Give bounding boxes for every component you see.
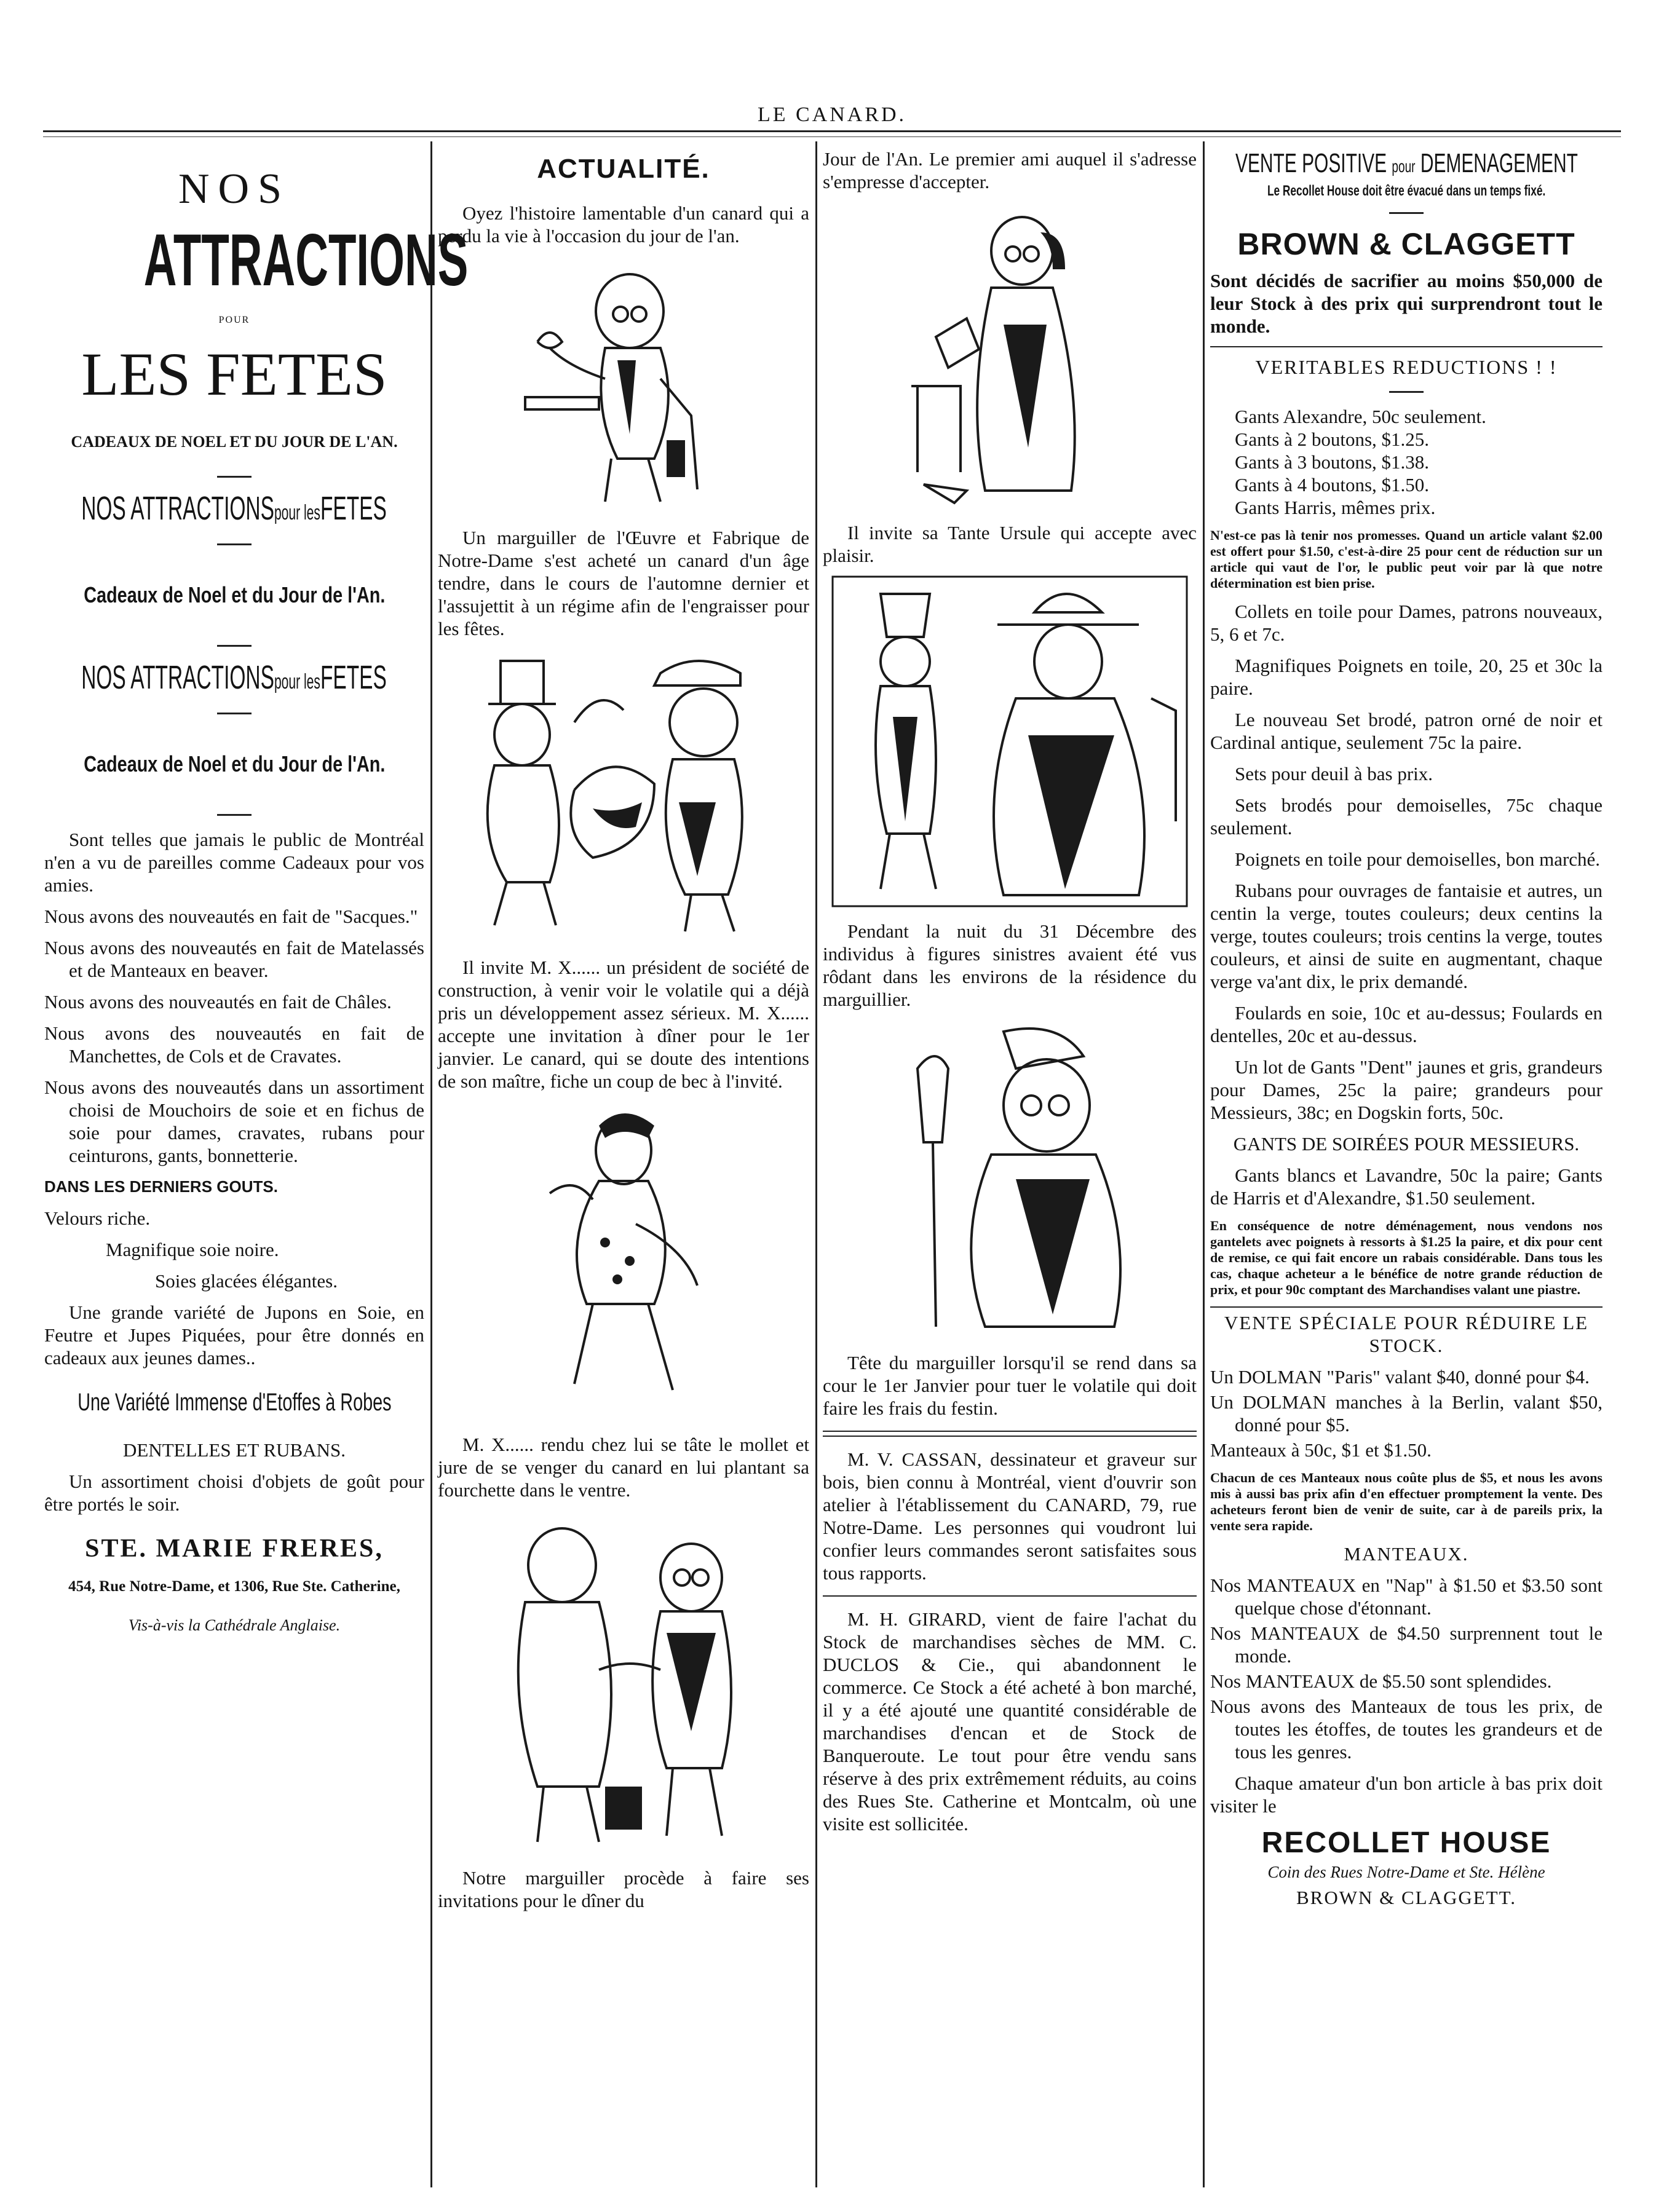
price-line: Manteaux à 50c, $1 et $1.50.: [1210, 1439, 1432, 1461]
advertisement-ste-marie: [44, 148, 469, 2187]
ad-signature: STE. MARIE FRERES,: [85, 1535, 384, 1563]
price-line: Un DOLMAN "Paris" valant $40, donné pour $4.: [1210, 1366, 1590, 1388]
running-head: LE CANARD.: [757, 103, 907, 126]
short-rule: [1389, 212, 1424, 214]
article-paragraph: Notre marguiller procède à faire ses invitations pour le dîner du: [438, 1867, 809, 1911]
engraving-man-bitten: [513, 1101, 734, 1421]
ad-recollet-house: RECOLLET HOUSE: [1261, 1827, 1551, 1859]
ad-variete: Une Variété Immense d'Etoffes à Robes: [77, 1389, 392, 1416]
ad-jupons: Une grande variété de Jupons en Soie, en Feutre et Jupes Piquées, pour être donnés en cadeaux aux jeunes dames..: [44, 1302, 424, 1369]
column-rule: [1203, 141, 1205, 2187]
price-line: Gants Alexandre, 50c seulement.: [1235, 406, 1486, 427]
top-rule: [43, 130, 1621, 132]
short-rule: [217, 645, 252, 647]
ad-soie-noire: Magnifique soie noire.: [106, 1239, 279, 1260]
section-divider: [1210, 346, 1603, 347]
short-rule: [217, 814, 252, 816]
ad-soies-glacees: Soies glacées élégantes.: [155, 1270, 338, 1292]
ad-pour: POUR: [218, 315, 250, 325]
ad-item: Nous avons des nouveautés en fait de "Sacques.": [44, 906, 418, 927]
price-line: Poignets en toile pour demoiselles, bon marché.: [1235, 848, 1601, 870]
column-rule: [815, 141, 817, 2187]
section-divider: [823, 1431, 1197, 1432]
engraving-invitation: [482, 1510, 765, 1854]
short-rule: [1389, 391, 1424, 393]
ad-note: Chacun de ces Manteaux nous coûte plus de $5, et nous les avons mis à aussi bas prix afin d'en effectuer promptement la vente. Des acheteurs feront bien de venir de suite, car à de pareils prix, la vente sera rapide.: [1210, 1470, 1603, 1533]
ad-item: Nous avons des nouveautés en fait de Châles.: [44, 991, 392, 1013]
short-rule: [217, 476, 252, 478]
price-line: Nos MANTEAUX de $4.50 surprennent tout le monde.: [1210, 1622, 1603, 1667]
article-paragraph: M. X...... rendu chez lui se tâte le mollet et jure de se venger du canard en lui plantant sa fourchette dans le ventre.: [438, 1434, 809, 1501]
column-rule: [430, 141, 432, 2187]
actualite-continued: [823, 148, 1197, 2187]
actualite-article: [438, 148, 809, 2187]
ad-note: N'est-ce pas là tenir nos promesses. Quand un article valant $2.00 est offert pour $1.50, c'est-à-dire 25 pour cent de réduction sur un article qui vaut de l'or, le public peut voir par là que notre détermination est bien prise.: [1210, 527, 1603, 591]
ad-cadeaux-line: Cadeaux de Noel et du Jour de l'An.: [83, 582, 386, 607]
ad-item: Nous avons des nouveautés en fait de Matelassés et de Manteaux en beaver.: [44, 937, 424, 981]
ad-decides: Sont décidés de sacrifier au moins $50,000 de leur Stock à des prix qui surprendront tout le monde.: [1210, 270, 1603, 337]
ad-intro: Sont telles que jamais le public de Montréal n'en a vu de pareilles comme Cadeaux pour vos amies.: [44, 829, 424, 896]
ad-recollet-evacue: Le Recollet House doit être évacué dans un temps fixé.: [1267, 183, 1546, 199]
ad-velours: Velours riche.: [44, 1207, 151, 1229]
advertisement-brown-claggett: [1210, 148, 1603, 2187]
ad-vis-a-vis: Vis-à-vis la Cathédrale Anglaise.: [128, 1616, 341, 1634]
ad-les-fetes: LES FETES: [81, 340, 387, 408]
ad-firm-name: BROWN & CLAGGETT: [1237, 227, 1575, 261]
ad-assortiment: Un assortiment choisi d'objets de goût pour être portés le soir.: [44, 1471, 424, 1515]
price-line: Gants à 2 boutons, $1.25.: [1235, 429, 1430, 450]
ad-nos: NOS: [178, 165, 291, 213]
price-line: Nous avons des Manteaux de tous les prix, de toutes les étoffes, de toutes les grandeurs et de tous les genres.: [1210, 1696, 1603, 1763]
price-line: Sets brodés pour demoiselles, 75c chaque seulement.: [1210, 794, 1603, 839]
engraving-marguiller-feeding-duck: [513, 256, 734, 514]
article-paragraph: Tête du marguiller lorsqu'il se rend dans sa cour le 1er Janvier pour tuer le volatile qui doit faire les frais du festin.: [823, 1352, 1197, 1419]
ad-chaque-amateur: Chaque amateur d'un bon article à bas prix doit visiter le: [1210, 1772, 1603, 1817]
notice-cassan: M. V. CASSAN, dessinateur et graveur sur bois, bien connu à Montréal, vient d'ouvrir son atelier à l'établissement du CANARD, 79, rue Notre-Dame. Les personnes qui voudront lui confier leurs commandes seront satisfaites sous tous rapports.: [823, 1448, 1197, 1584]
article-heading: ACTUALITÉ.: [537, 154, 710, 184]
price-line: Rubans pour ouvrages de fantaisie et autres, un centin la verge, toutes couleurs; deux centins la verge, toutes couleurs; trois centins la verge, toutes couleurs, et ainsi de suite en augmentant, chaque verge va'ant dix, le prix demandé.: [1210, 880, 1603, 992]
ad-address: 454, Rue Notre-Dame, et 1306, Rue Ste. Catherine,: [68, 1578, 400, 1595]
price-line: Collets en toile pour Dames, patrons nouveaux, 5, 6 et 7c.: [1210, 601, 1603, 645]
ad-note: En conséquence de notre déménagement, nous vendons nos gantelets avec poignets à ressorts à $1.25 la paire, et dix pour cent de remise, ce qui fait encore un rabais considérable. Dans tous les cas, chaque acheteur a le bénéfice de notre grande réduction de prix, et pour 90c comptant des Marchandises valant une piastre.: [1210, 1218, 1603, 1297]
price-line: Un lot de Gants "Dent" jaunes et gris, grandeurs pour Dames, 25c la paire; grandeurs pour Messieurs, 38c; en Dogskin forts, 50c.: [1210, 1056, 1603, 1123]
price-line: Gants blancs et Lavandre, 50c la paire; Gants de Harris et d'Alexandre, $1.50 seulement.: [1210, 1164, 1603, 1209]
ad-gants-soirees: GANTS DE SOIRÉES POUR MESSIEURS.: [1233, 1133, 1580, 1155]
ad-cadeaux-line-repeat: Cadeaux de Noel et du Jour de l'An.: [83, 751, 386, 776]
section-divider: [1210, 1306, 1603, 1308]
article-paragraph: Il invite M. X...... un président de société de construction, à venir voir le volatile qui a déjà pris un développement assez sérieux. M. X...... accepte une invitation à dîner pour le 1er janvier. Le canard, qui se doute des intentions de son maître, fiche un coup de bec à l'invité.: [438, 957, 809, 1092]
price-line: Gants à 4 boutons, $1.50.: [1235, 474, 1430, 496]
price-line: Magnifiques Poignets en toile, 20, 25 et 30c la paire.: [1210, 655, 1603, 699]
ad-veritables: VERITABLES REDUCTIONS ! !: [1255, 356, 1558, 378]
price-line: Le nouveau Set brodé, patron orné de noir et Cardinal antique, seulement 75c la paire.: [1210, 709, 1603, 753]
engraving-two-men-and-duck: [451, 649, 796, 944]
article-paragraph: Jour de l'An. Le premier ami auquel il s'adresse s'empresse d'accepter.: [823, 148, 1197, 192]
section-divider: [823, 1595, 1197, 1597]
short-rule: [217, 543, 252, 545]
ad-attractions-headline: ATTRACTIONS: [143, 219, 469, 301]
price-line: Foulards en soie, 10c et au-dessus; Foulards en dentelles, 20c et au-dessus.: [1210, 1002, 1603, 1046]
engraving-sinister-figures: [831, 575, 1188, 907]
price-line: Un DOLMAN manches à la Berlin, valant $50, donné pour $5.: [1210, 1391, 1603, 1436]
article-paragraph: Un marguiller de l'Œuvre et Fabrique de Notre-Dame s'est acheté un canard d'un âge tendre, dans le cours de l'automne dernier et l'assujettit à un régime afin de l'engraisser pour les fêtes.: [438, 527, 809, 639]
notice-girard: M. H. GIRARD, vient de faire l'achat du Stock de marchandises sèches de MM. C. DUCLOS & Cie., qui abandonnent le commerce. Ce Stock a été acheté à bon marché, il y a été ajouté une quantité considérable de marchandises d'encan et de Stock de Banqueroute. Le tout pour être vendu sans réserve à des prix extrêmement réduits, au coins des Rues Ste. Catherine et Montcalm, où une visite est sollicitée.: [823, 1608, 1197, 1835]
ad-dentelles: DENTELLES ET RUBANS.: [123, 1439, 346, 1461]
short-rule: [217, 713, 252, 714]
price-line: Nos MANTEAUX de $5.50 sont splendides.: [1210, 1670, 1552, 1692]
ad-derniers-gouts: DANS LES DERNIERS GOUTS.: [44, 1177, 278, 1196]
ad-firm-end: BROWN & CLAGGETT.: [1296, 1887, 1517, 1908]
price-line: Gants à 3 boutons, $1.38.: [1235, 451, 1430, 473]
section-divider: [823, 1436, 1197, 1437]
ad-attractions-line-repeat: NOS ATTRACTIONSpour lesFETES: [81, 659, 387, 696]
ad-cadeaux-caps: CADEAUX DE NOEL ET DU JOUR DE L'AN.: [71, 433, 398, 451]
article-paragraph: Oyez l'histoire lamentable d'un canard qui a perdu la vie à l'occasion du jour de l'an.: [438, 202, 809, 247]
ad-item: Nous avons des nouveautés en fait de Manchettes, de Cols et de Cravates.: [44, 1022, 424, 1067]
ad-vente-positive: VENTE POSITIVE pour DEMENAGEMENT: [1235, 148, 1578, 178]
ad-vente-speciale: VENTE SPÉCIALE POUR RÉDUIRE LE STOCK.: [1224, 1312, 1589, 1356]
article-paragraph: Pendant la nuit du 31 Décembre des individus à figures sinistres avaient été vus rôdant dans les environs de la résidence du marguillier.: [823, 920, 1197, 1010]
engraving-tante-ursule: [899, 202, 1120, 509]
ad-coin-rues: Coin des Rues Notre-Dame et Ste. Hélène: [1267, 1863, 1545, 1881]
price-line: Nos MANTEAUX en "Nap" à $1.50 et $3.50 sont quelque chose d'étonnant.: [1210, 1574, 1603, 1619]
price-line: Sets pour deuil à bas prix.: [1235, 763, 1433, 784]
article-paragraph: Il invite sa Tante Ursule qui accepte avec plaisir.: [823, 522, 1197, 566]
ad-item: Nous avons des nouveautés dans un assortiment choisi de Mouchoirs de soie et en fichus de soie pour dames, cravates, rubans pour ceinturons, gants, bonnetterie.: [44, 1076, 424, 1166]
ad-manteaux-heading: MANTEAUX.: [1344, 1543, 1469, 1565]
engraving-marguiller-head: [881, 1019, 1139, 1339]
top-rule-thin: [43, 136, 1621, 137]
ad-attractions-line: NOS ATTRACTIONSpour lesFETES: [81, 490, 387, 527]
price-line: Gants Harris, mêmes prix.: [1235, 497, 1436, 518]
